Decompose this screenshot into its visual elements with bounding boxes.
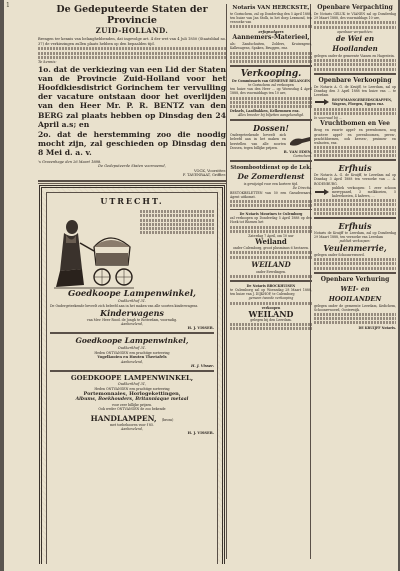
erfhuis-text: De Notaris A. G. de Kruijff, te Leerdam zal op Dinsdag 3 April 1888 ten verzoeke van ... A. RODENBURG.	[314, 173, 396, 186]
vrucht-text: Brug en zwarte appel- en perenbomen, nog grootere appel- en perenboomen, peren-, prachtbloemen, ook kersen-, pruimen- en walnoten, enz.	[314, 128, 396, 145]
erfhuis-text2: publiek verkoopen: 1 zeer schoon merrypaard, 3 melkkoeien, 5 kalverkoeien, 4 kalvers, ...	[332, 185, 396, 198]
newspaper-page	[4, 0, 398, 571]
weiland-head3: WEILAND	[248, 308, 294, 319]
verkooping2-head: Openbare Verkooping	[318, 76, 392, 84]
subhead: ZUID-HOLLAND.	[95, 26, 169, 35]
ad2-text: Heden ONTVANGEN een prachtige sorteering	[94, 351, 170, 355]
page-number: 1	[6, 2, 10, 9]
headline: De Gedeputeerde Staten der Provincie	[56, 4, 208, 26]
sale-text: als: Zandschuiten, Zolders, Kruiwagens, Kalkwagens, Spaken, Bruggen, enz.	[230, 42, 312, 51]
verhuring-product: WEI- en HOOILANDEN	[328, 284, 382, 303]
ad3-price: met toebehooren voor f 85.	[109, 422, 155, 427]
pram-illustration-icon	[50, 209, 136, 289]
stoom-head2: De Zomerdienst	[237, 172, 305, 182]
ad1-sign: H. J. VISSER.	[187, 325, 214, 330]
verk2-text2: BOUWMANSGEREEDSCHAPPEN, Wagens, Ploegen, Eggen enz.	[332, 97, 392, 106]
stoom-text2: BESTOKBELETTEN van 50 een Garadewaard, Agent uitkomst.	[230, 190, 312, 199]
dossen-head: Dossen!	[253, 123, 289, 134]
main-text-2: 2o. dat de herstemming zoo die noodig mocht zijn, zal geschieden op Dinsdag den 8 Mei d. a. v.	[38, 129, 226, 158]
weiland-text2: onder Everdingen.	[255, 269, 287, 274]
te-kennis: Te kennis:	[38, 59, 57, 64]
ad1-address: Oudkerkhof 31.	[117, 298, 147, 303]
verk-text4: Deksels, Laadbakken, Kelkemmen enz.	[230, 109, 300, 114]
verhuring-sign: DE KRUIJFF Notaris.	[358, 325, 396, 330]
verk-text3: ten huize van den Heer ... op Woensdag 4 April 1888, des voormiddags ten 10 ure,	[230, 87, 312, 96]
ad1-city: UTRECHT.	[100, 195, 164, 206]
openbare-title: openbaar verpachten:	[337, 29, 373, 34]
hand-pointer-icon	[314, 187, 330, 197]
weiland-text: onder Culemborg, groot plusminus 6 hectaren.	[232, 246, 310, 251]
ad2-text2: Aanbevelend,	[121, 359, 143, 364]
notaris2-head: De Notaris Mourines te Culemborg	[239, 212, 303, 217]
erfhuis2-head: Erfhuis	[338, 220, 372, 231]
notaris3-sign: verkoopen	[261, 305, 281, 310]
verhuring-head: Openbare Verhuring	[320, 275, 390, 283]
erfhuis2-text2: publiek verkoopen:	[339, 238, 371, 243]
erfhuis-head: Erfhuis	[338, 163, 372, 174]
weiland-text3: gelegen bij den Leerdam.	[250, 317, 292, 322]
verkooping-head: Verkooping.	[240, 69, 302, 79]
dossen-sign2: Gorinchem.	[293, 154, 312, 159]
ad2-sign: H. J. Visser.	[190, 363, 214, 368]
openbare-text2: gelegen onder de gemeente Vianen en Hagestein.	[314, 53, 395, 58]
main-text-1: 1o. dat de verkiezing van een Lid der Staten van de Provincie Zuid-Holland voor het Hoofdkiesdistrict Gorinchem ter vervulling der vacature ontstaan door het overlijden van den Heer Mr. P. R. BENTZ van den BERG zal plaats hebben op Dinsdag den 24 April a.s; en	[38, 64, 226, 129]
dossen-sign: R. VAN EDEN,	[283, 149, 312, 154]
erfhuis2-product: Veulenmerrie,	[323, 242, 387, 253]
ad1-product: Kinderwagens	[100, 307, 164, 318]
signed-2: VOCK, Voorzitter.	[193, 168, 226, 173]
ad1-title: Goedkoope Lampenwinkel,	[67, 288, 197, 299]
column-rule	[226, 4, 227, 559]
verhuring-text: gelegen onder de gemeente Leerdam, Kedichem, Schoonrewoerd, Oosterwijk.	[314, 303, 396, 312]
signed-3: F. TAVENRAAT, Griffier.	[182, 173, 226, 178]
ad3-text5: Ook weder ONTVANGEN de zoo bekende	[98, 406, 166, 411]
dossen-text: Ondergeteekende beveelt zich beleefd aan in het maken en herstellen van alle soorten Dossen, tegen billijke prijzen.	[230, 133, 286, 150]
sale-subtitle: Aannemers-Materieel,	[232, 34, 310, 42]
ad2-title: Goedkoope Lampenwinkel,	[75, 336, 189, 346]
verk-text2: te Gorinchem zal verkoopen	[248, 83, 294, 88]
ad3-text1: Heden ONTVANGEN een prachtige sorteering	[94, 386, 170, 391]
ad1-text3: Aanbevelend,	[121, 321, 143, 326]
glove-icon	[288, 133, 312, 149]
ad3-text2: Portemonnaies, Horlogekettingen,	[83, 391, 181, 398]
weiland-head: Weiland	[255, 237, 287, 247]
ad2-address: Oudkerkhof 31.	[117, 346, 147, 351]
notaris3-head: De Notaris BROCKHUISEN	[246, 284, 296, 288]
stoom-head: Stoombootdienst op de Lek.	[230, 165, 312, 172]
ad3-product: HANDLAMPEN,	[90, 413, 157, 423]
stoom-direct: De Directie.	[292, 186, 312, 191]
erfhuis2-text3: gelegen onder Schoonrewoerd.	[314, 252, 365, 257]
verk2-text3: In voorraad bij ...	[314, 116, 342, 121]
verk-text5: Alles breeder bij biljetten aangekondigd.	[237, 113, 305, 118]
signed-1: De Gedeputeerde Staten voornoemd,	[98, 164, 166, 169]
hand-pointer-icon	[314, 97, 330, 107]
notaris2-text: zal verkoopen op Donderdag 5 April 1888 op den Hoek tot Rhenen het	[230, 216, 312, 225]
date-line: 's Gravenhage den 26 Maart 1888.	[38, 159, 102, 164]
openbare-product: de Wei en Hooilanden	[332, 33, 378, 53]
column-1	[38, 4, 226, 564]
ad3-product-note: (brons)	[161, 417, 174, 422]
ad3-text6: Aanbevelend,	[121, 426, 143, 431]
ad3-address: Oudkerkhof 31,	[117, 382, 147, 387]
erfhuis2-text: Notaris de Kruijff te Leerdam, zal op Donderdag 29 Maart 1888, ten verzoeke van Leerdam	[314, 230, 396, 239]
ad1-text: De Ondergeteekende beveelt zich beleefd aan in het maken van alle soorten kinderwagens.	[50, 303, 199, 308]
notaris-head: Notaris VAN HERCKSTE,	[232, 5, 310, 11]
ad3-title: GOEDKOOPE LAMPENWINKEL,	[70, 374, 194, 383]
weiland-head2: WEILAND	[251, 259, 291, 269]
notaris-text: te Gorinchem, zal op Donderdag den 5 April 1888, ten huize van Jan Stolk, in het dorp Lexmond, ten verzoeke van	[230, 12, 312, 25]
ad1-text2: van Mev. Heer Rood. de Jongh te Rotterdam, voorradig.	[86, 317, 178, 322]
lampenwinkel-ad-box	[39, 185, 225, 564]
ad3-text3: Albums, Boekhouders, Britanniaque metaal	[75, 397, 189, 403]
notaris2-text2: Zaterdag 7 April, om 10 uur	[248, 233, 294, 238]
verk2-text: De Notaris A. G. de Kruijff, te Leerdam, zal op Dinsdag den 3 April 1888 ten huize van ... te Leerdam	[314, 84, 396, 97]
notaris3-text: te Culemborg zal op Woensdag 28 Maart 1888, ten huize van J. DIJKHOF, te Culemborg	[230, 288, 312, 297]
sale-title: erfopvolgers	[258, 29, 284, 34]
stoom-text: is gewijzigd voor een kortere tijd.	[243, 182, 299, 187]
column-3	[314, 4, 396, 564]
ad3-sign: H. J. VISSER.	[187, 431, 214, 436]
column-2	[230, 4, 312, 564]
notice-intro: Brengen ter kennis van belanghebbenden, dat ingevolge art. 4 der wet van 4 Juli 1850 (Staatsblad no. 37) de verkiezingen zullen plaats hebben op den bepaalden tijd.	[38, 37, 226, 46]
openbare-head: Openbare Verpachting	[317, 4, 393, 11]
vrucht-head: Vruchtbomen en Vee	[320, 120, 390, 128]
ad3-text4: voor zeer billijke prijzen.	[111, 402, 153, 407]
openbare-text: De Notaris GELUK te VIANEN zal op Donderdag 29 Maart 1888, des voormiddags 10 ure,	[314, 12, 396, 21]
ad2-product: Vogelkooien en Houten Theetafels	[97, 355, 167, 360]
verk-text: De Commissaris van GEMEENE BELANGEN	[231, 79, 311, 83]
notaris3-text2: gemeen tweede verkooping	[248, 296, 294, 301]
